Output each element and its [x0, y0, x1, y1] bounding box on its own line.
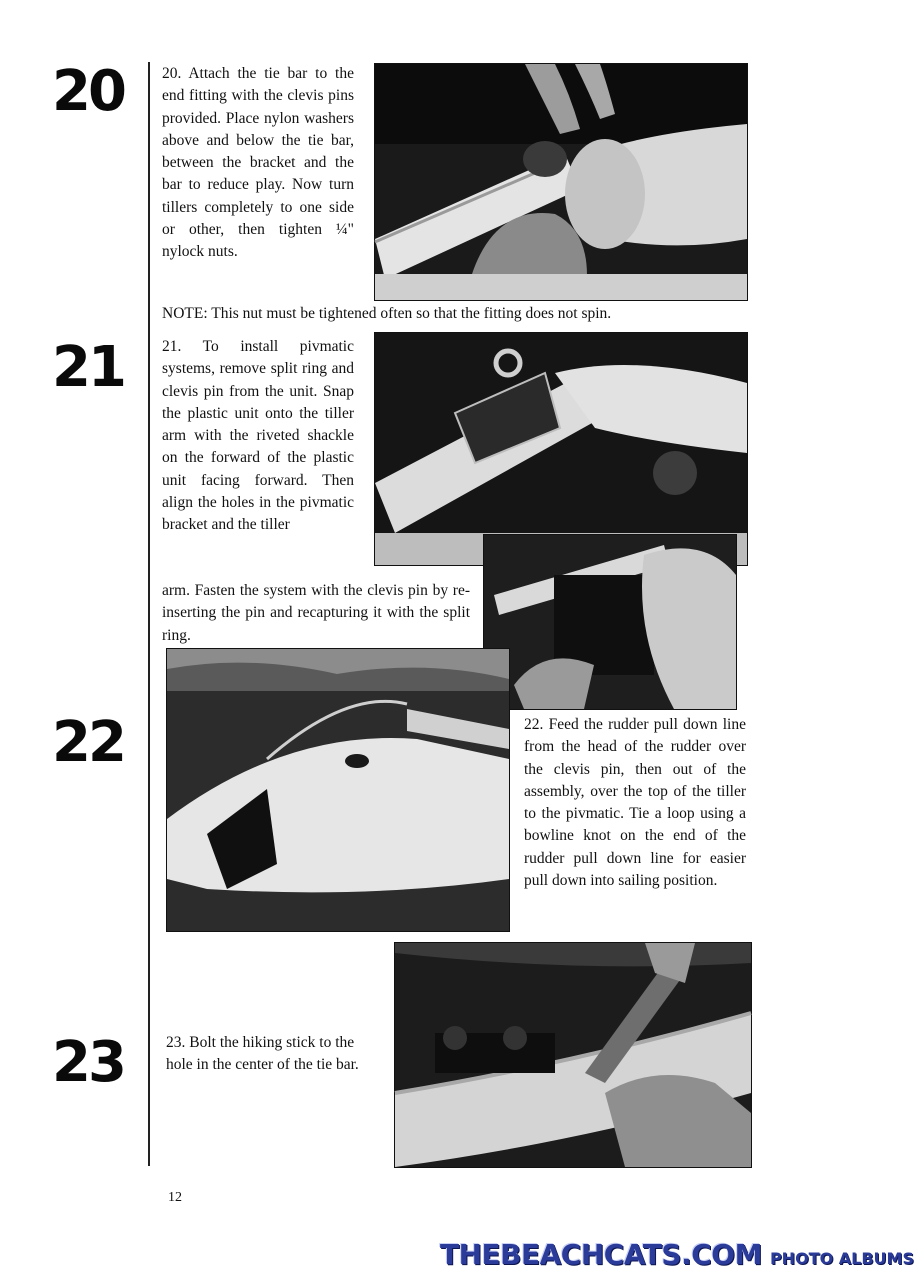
- step-23-text: 23. Bolt the hiking stick to the hole in the center of the tie bar.: [166, 1034, 359, 1074]
- step-21-inset-photo: [483, 534, 737, 710]
- site-watermark: [440, 1238, 914, 1271]
- step-20-photo: [374, 63, 748, 301]
- page-number: 12: [168, 1190, 182, 1205]
- step-21-photo: [374, 332, 748, 566]
- watermark-site-text: THEBEACHCATS.COM: [440, 1238, 762, 1271]
- step-21-number: 21: [52, 335, 124, 400]
- step-22-photo: [166, 648, 510, 932]
- step-22-number: 22: [52, 710, 124, 775]
- step-22-text: 22. Feed the rudder pull down line from the head of the rudder over the clevis pin, then out of the assembly, over the top of the tiller to the pivmatic. Tie a loop using a bowline knot on the end of the rudder pull down line for easier pull down into sailing position.: [524, 716, 746, 890]
- step-21-text: 21. To install pivmatic systems, remove split ring and clevis pin from the unit. Snap the plastic unit onto the tiller arm with the riveted shackle on the forward of the plastic unit facing forward. Then align the holes in the pivmatic bracket and the tiller: [162, 338, 354, 534]
- step-23-number: 23: [52, 1030, 124, 1095]
- step-20-number: 20: [52, 59, 124, 124]
- step-20-text: 20. Attach the tie bar to the end fitting with the clevis pins provided. Place nylon washers above and below the tie bar, between the bracket and the bar to reduce play. Now turn tillers completely to one side or other, then tighten ¼" nylock nuts.: [162, 65, 354, 261]
- step-21-text-continued: arm. Fasten the system with the clevis pin by re-inserting the pin and recapturing it with the split ring.: [162, 582, 470, 644]
- step-23-photo: [394, 942, 752, 1168]
- margin-rule: [148, 62, 150, 1166]
- watermark-sub-text: PHOTO ALBUMS: [769, 1249, 914, 1268]
- step-20-note: NOTE: This nut must be tightened often so that the fitting does not spin.: [162, 305, 612, 322]
